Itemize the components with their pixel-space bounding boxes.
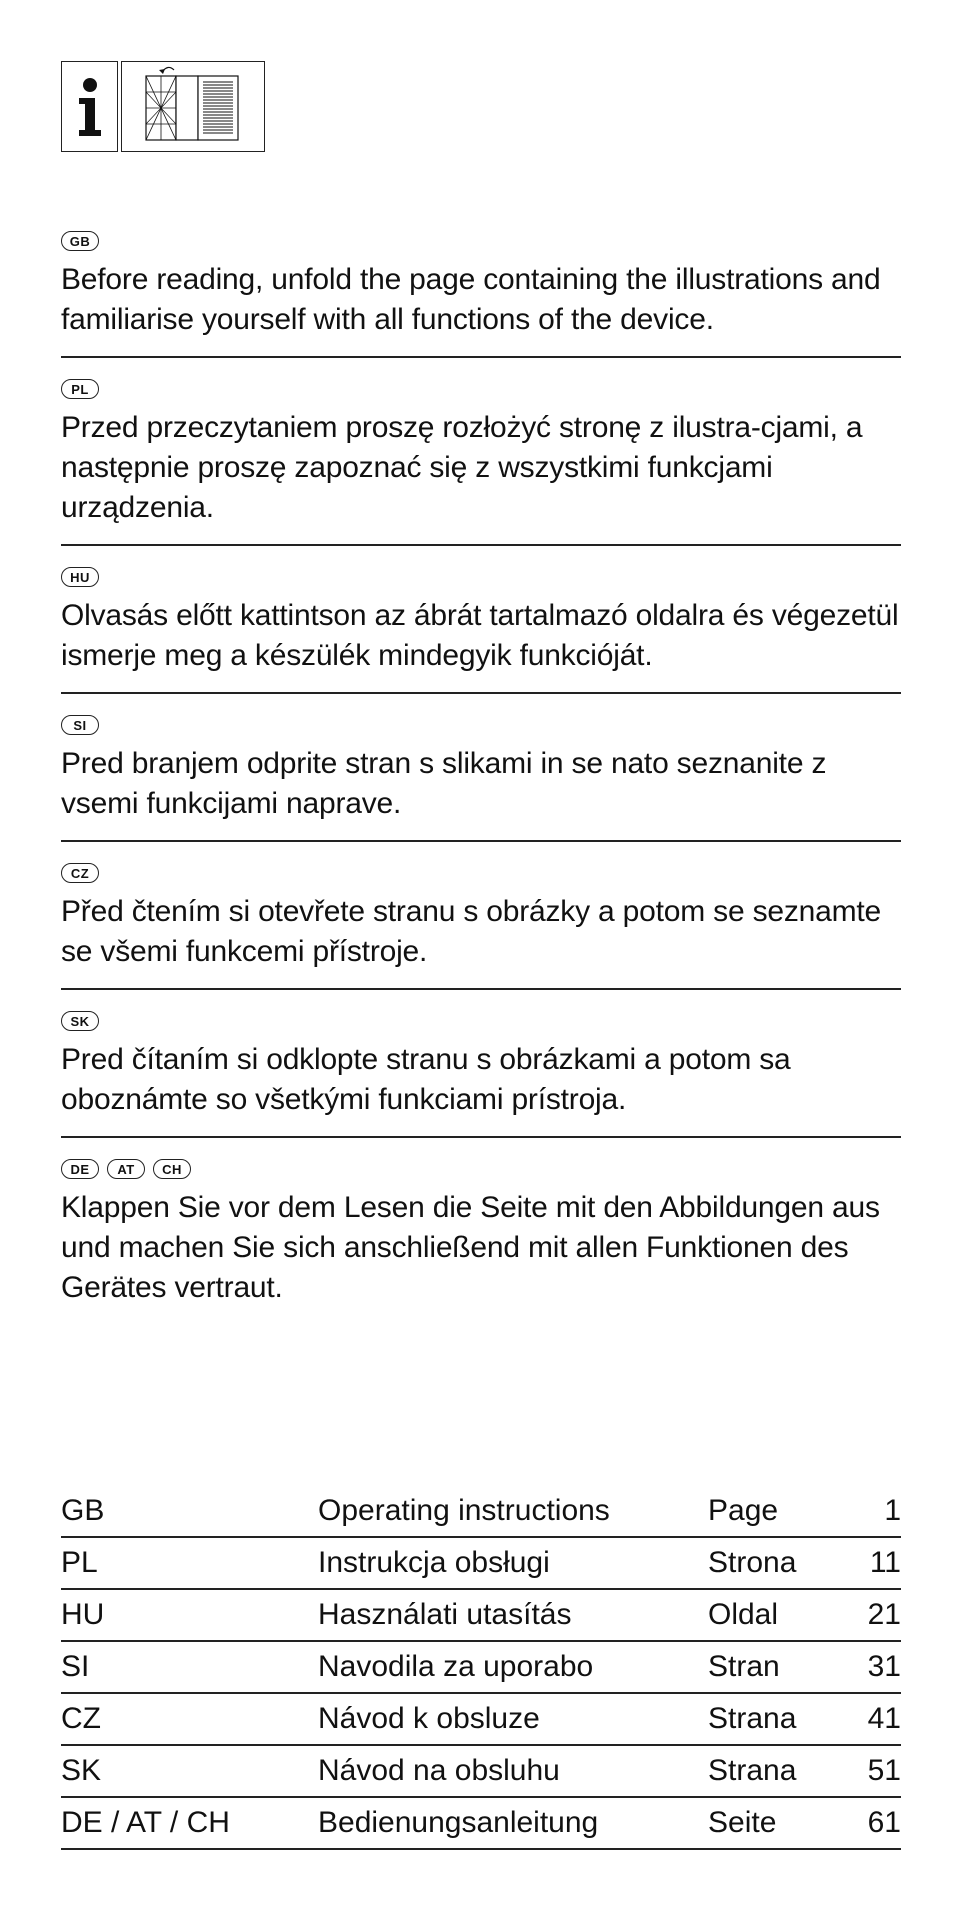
manual-title: Navodila za uporabo [318,1641,708,1693]
instruction-text: Před čtením si otevřete stranu s obrázky a potom se seznamte se všemi funkcemi přístroje. [61,895,882,968]
language-code: GB [61,1486,318,1537]
page-label: Stran [708,1641,838,1693]
country-badge: AT [107,1159,145,1179]
country-badge: SI [61,715,99,735]
language-code: CZ [61,1693,318,1745]
table-row [61,1537,901,1589]
page-number: 21 [838,1589,901,1641]
country-badge: HU [61,567,99,587]
contents-table [61,1486,901,1850]
country-badges [61,564,901,590]
table-row [61,1745,901,1797]
language-code: SI [61,1641,318,1693]
table-row [61,1797,901,1849]
country-badges [61,228,901,254]
manual-title: Operating instructions [318,1486,708,1537]
language-code: SK [61,1745,318,1797]
country-badges [61,1008,901,1034]
table-row [61,1589,901,1641]
page-number: 61 [838,1797,901,1849]
section-de-at-ch [61,1156,901,1324]
country-badge: CZ [61,863,99,883]
section-cz [61,860,901,990]
page-number: 51 [838,1745,901,1797]
page-number: 11 [838,1537,901,1589]
table-row [61,1693,901,1745]
unfold-page-icon [121,61,265,152]
table-row [61,1486,901,1537]
instruction-text: Pred branjem odprite stran s slikami in se nato seznanite z vsemi funkcijami naprave. [61,747,827,820]
info-icon [61,61,118,152]
country-badge: DE [61,1159,99,1179]
section-gb [61,228,901,358]
section-pl [61,376,901,546]
country-badges [61,712,901,738]
country-badge: CH [153,1159,191,1179]
page-label: Seite [708,1797,838,1849]
section-sk [61,1008,901,1138]
country-badges [61,860,901,886]
instruction-text: Before reading, unfold the page containing the illustrations and familiarise yourself with all functions of the device. [61,263,881,336]
section-si [61,712,901,842]
instruction-text: Klappen Sie vor dem Lesen die Seite mit den Abbildungen aus und machen Sie sich anschließend mit allen Funktionen des Gerätes vertraut. [61,1191,880,1304]
instruction-text: Przed przeczytaniem proszę rozłożyć stronę z ilustra-cjami, a następnie proszę zapoznać się z wszystkimi funkcjami urządzenia. [61,411,863,524]
language-code: PL [61,1537,318,1589]
country-badge: GB [61,231,99,251]
page-number: 1 [838,1486,901,1537]
manual-title: Bedienungsanleitung [318,1797,708,1849]
language-code: DE / AT / CH [61,1797,318,1849]
table-row [61,1641,901,1693]
header-icons [61,61,266,152]
page-number: 31 [838,1641,901,1693]
page-label: Strana [708,1745,838,1797]
page-number: 41 [838,1693,901,1745]
country-badges [61,376,901,402]
manual-title: Használati utasítás [318,1589,708,1641]
instruction-text: Pred čítaním si odklopte stranu s obrázkami a potom sa oboznámte so všetkými funkciami prístroja. [61,1043,791,1116]
language-sections [61,228,901,1342]
manual-title: Instrukcja obsługi [318,1537,708,1589]
language-code: HU [61,1589,318,1641]
section-hu [61,564,901,694]
page-label: Strana [708,1693,838,1745]
country-badges [61,1156,901,1182]
country-badge: SK [61,1011,99,1031]
manual-title: Návod k obsluze [318,1693,708,1745]
page-label: Oldal [708,1589,838,1641]
instruction-text: Olvasás előtt kattintson az ábrát tartalmazó oldalra és végezetül ismerje meg a készülék mindegyik funkcióját. [61,599,899,672]
page-label: Strona [708,1537,838,1589]
country-badge: PL [61,379,99,399]
page-label: Page [708,1486,838,1537]
manual-title: Návod na obsluhu [318,1745,708,1797]
